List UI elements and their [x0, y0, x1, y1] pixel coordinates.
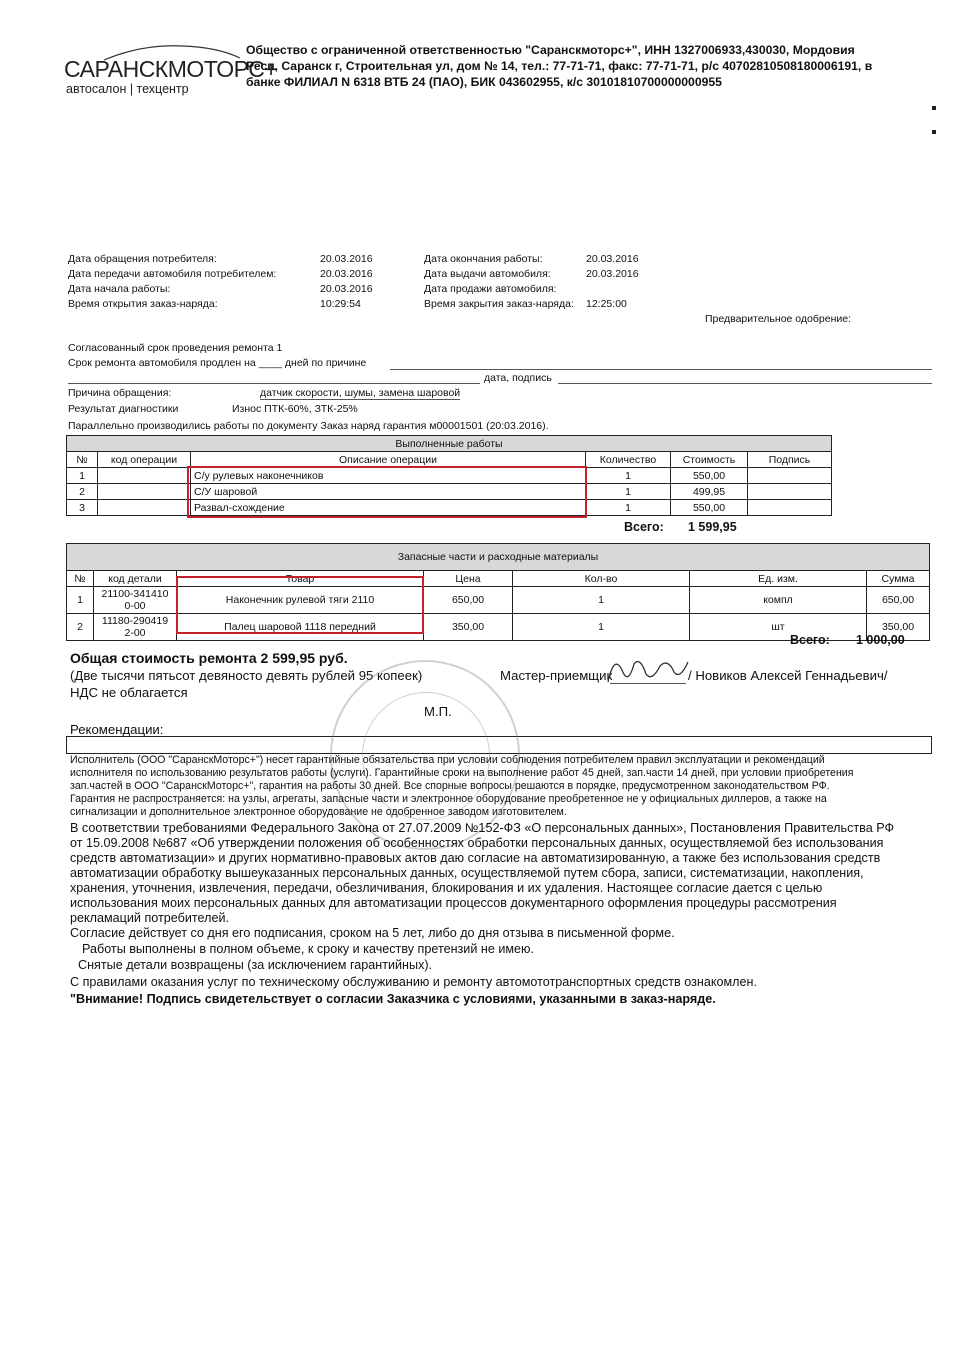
part-code-line: 11180-290419 [101, 615, 169, 627]
date-label: Время закрытия заказ-наряда: [424, 298, 574, 310]
date-label: Дата продажи автомобиля: [424, 283, 557, 295]
work-description: С/у рулевых наконечников [191, 468, 586, 484]
works-header: Количество [586, 452, 671, 468]
consent-line: С правилами оказания услуг по техническому обслуживанию и ремонту автомототранспортных средств ознакомлен. [70, 975, 757, 989]
date-label: Дата окончания работы: [424, 253, 543, 265]
work-sign [748, 484, 832, 500]
work-description: С/У шаровой [191, 484, 586, 500]
part-qty: 1 [513, 587, 690, 614]
parts-total-value: 1 000,00 [856, 633, 905, 647]
date-value: 10:29:54 [320, 298, 361, 310]
legal-line: Гарантия не распространяется: на узлы, агрегаты, запасные части и электронное оборудование преобретенное не у официальных диллеров, а также на [70, 793, 827, 805]
works-highlight-box [187, 466, 587, 518]
consent-line: В соответствии требованиями Федерального Закона от 27.07.2009 №152-ФЗ «О персональных данных», Постановления Правительства РФ [70, 821, 895, 835]
parts-header: № [67, 571, 94, 587]
agreed-term: Согласованный срок проведения ремонта 1 [68, 342, 283, 354]
parts-highlight-box [176, 576, 424, 634]
diag-label: Результат диагностики [68, 403, 179, 415]
parts-header: Сумма [867, 571, 930, 587]
company-line-3: банке ФИЛИАЛ N 6318 ВТБ 24 (ПАО), БИК 043602955, к/с 30101810700000000955 [246, 75, 722, 89]
logo-main-text: САРАНСКМОТОРС+ [64, 56, 278, 82]
work-sign [748, 500, 832, 516]
consent-line: Снятые детали возвращены (за исключением гарантийных). [78, 958, 433, 972]
extended-term: Срок ремонта автомобиля продлен на ____ дней по причине [68, 357, 367, 369]
parts-header: Цена [424, 571, 513, 587]
company-logo [64, 42, 278, 98]
stamp-place: М.П. [424, 704, 452, 719]
consent-line: средств автоматизации» и других нормативно-правовых актов даю согласие на автоматизированную, а также без использования средств [70, 851, 881, 865]
work-qty: 1 [586, 484, 671, 500]
part-code [94, 587, 177, 614]
date-label: Время открытия заказ-наряда: [68, 298, 218, 310]
date-value: 12:25:00 [586, 298, 627, 310]
part-unit: шт [690, 614, 867, 641]
consent-warning: "Внимание! Подпись свидетельствует о согласии Заказчика с условиями, указанными в заказ-наряде. [70, 992, 716, 1006]
part-item: Наконечник рулевой тяги 2110 [177, 587, 424, 614]
logo-sub-text: автосалон | техцентр [66, 82, 189, 96]
work-cost: 550,00 [671, 468, 748, 484]
works-header: Подпись [748, 452, 832, 468]
repair-total: Общая стоимость ремонта 2 599,95 руб. [70, 650, 348, 666]
date-label: Дата передачи автомобиля потребителем: [68, 268, 277, 280]
work-number: 3 [67, 500, 98, 516]
works-caption: Выполненные работы [67, 436, 832, 452]
approval-label: Предварительное одобрение: [705, 313, 851, 325]
reason-label: Причина обращения: [68, 387, 172, 399]
date-label: Дата начала работы: [68, 283, 171, 295]
parts-total-label: Всего: [790, 633, 830, 647]
part-price: 650,00 [424, 587, 513, 614]
company-line-1: Общество с ограниченной ответственностью "Саранскмоторс+", ИНН 1327006933,430030, Мордовия [246, 43, 855, 57]
part-qty: 1 [513, 614, 690, 641]
work-code [98, 468, 191, 484]
works-total-value: 1 599,95 [688, 520, 737, 534]
reason-line [390, 369, 932, 370]
works-header: код операции [98, 452, 191, 468]
date-label: Дата обращения потребителя: [68, 253, 217, 265]
work-qty: 1 [586, 500, 671, 516]
recommend-label: Рекомендации: [70, 722, 164, 737]
work-number: 2 [67, 484, 98, 500]
date-value: 20.03.2016 [320, 268, 373, 280]
date-value: 20.03.2016 [586, 268, 639, 280]
legal-line: Исполнитель (ООО "СаранскМоторс+") несет гарантийные обязательства при условии соблюдения потребителем правил эксплуатации и рекомендаций [70, 754, 825, 766]
date-value: 20.03.2016 [586, 253, 639, 265]
recommend-box [66, 736, 932, 754]
date-sign-label: дата, подпись [484, 372, 552, 384]
works-header: Описание операции [191, 452, 586, 468]
work-cost: 550,00 [671, 500, 748, 516]
consent-line: Работы выполнены в полном объеме, к сроку и качеству претензий не имею. [82, 942, 534, 956]
date-value: 20.03.2016 [320, 283, 373, 295]
consent-line: рекламаций потребителей. [70, 911, 229, 925]
signature-image [600, 652, 690, 692]
total-in-words: (Две тысячи пятьсот девяносто девять рублей 95 копеек) [70, 668, 423, 683]
part-code-line: 21100-341410 [101, 588, 169, 600]
reason-line [68, 383, 480, 384]
part-sum: 350,00 [867, 614, 930, 641]
sign-line [558, 383, 932, 384]
consent-line: использования моих персональных данных для автоматизации процессов документарного оформления процедуры рассмотрения [70, 896, 837, 910]
consent-line: автоматизации обработку вышеуказанных персональных данных, осуществляемой путем сбора, записи, систематизации, накопления, [70, 866, 864, 880]
part-price: 350,00 [424, 614, 513, 641]
parts-header: код детали [94, 571, 177, 587]
scan-mark [932, 106, 936, 110]
part-code-line: 0-00 [124, 600, 146, 612]
diag-value: Износ ПТК-60%, ЗТК-25% [232, 403, 358, 415]
reason-value: датчик скорости, шумы, замена шаровой [260, 387, 461, 399]
consent-line: от 15.09.2008 №687 «Об утверждении положения об особенностях обработки персональных данных, осуществляемой без использования [70, 836, 884, 850]
legal-line: зап.частей в ООО "СаранскМоторс+", гарантия на работы 30 дней. Все спорные вопросы решаются в порядке, предусмотренном законодательством РФ. [70, 780, 830, 792]
legal-line: исполнителя по использованию результатов работы (услуги). Гарантийные сроки на выполнение работ 45 дней, зап.части 14 дней, при условии приобретения [70, 767, 854, 779]
work-cost: 499,95 [671, 484, 748, 500]
part-sum: 650,00 [867, 587, 930, 614]
consent-line: хранения, уточнения, извлечения, передачи, обезличивания, блокирования и их удаления. Настоящее согласие дается с целью [70, 881, 823, 895]
reason-underline [260, 399, 460, 400]
part-unit: компл [690, 587, 867, 614]
part-code [94, 614, 177, 641]
part-item: Палец шаровой 1118 передний [177, 614, 424, 641]
legal-line: сигнализации и дополнительное электронное оборудование не одобренное заводом изготовителем. [70, 806, 567, 818]
work-number: 1 [67, 468, 98, 484]
parts-header: Ед. изм. [690, 571, 867, 587]
work-qty: 1 [586, 468, 671, 484]
part-number: 2 [67, 614, 94, 641]
parallel-note: Параллельно производились работы по документу Заказ наряд гарантия м00001501 (20:03.2016). [68, 420, 549, 432]
work-code [98, 500, 191, 516]
master-label: Мастер-приемщик [500, 668, 613, 683]
consent-line: Согласие действует со дня его подписания, сроком на 5 лет, либо до дня отзыва в письменной форме. [70, 926, 675, 940]
works-header: № [67, 452, 98, 468]
date-label: Дата выдачи автомобиля: [424, 268, 551, 280]
work-code [98, 484, 191, 500]
date-value: 20.03.2016 [320, 253, 373, 265]
works-total-label: Всего: [624, 520, 664, 534]
master-name: / Новиков Алексей Геннадьевич/ [688, 668, 888, 683]
company-line-2: Респ, Саранск г, Строительная ул, дом № 14, тел.: 77-71-71, факс: 77-71-71, р/с 40702810508180006191, в [246, 59, 873, 73]
work-sign [748, 468, 832, 484]
works-header: Стоимость [671, 452, 748, 468]
vat-note: НДС не облагается [70, 685, 188, 700]
parts-header: Кол-во [513, 571, 690, 587]
part-code-line: 2-00 [124, 627, 146, 639]
parts-header: Товар [177, 571, 424, 587]
scan-mark [932, 130, 936, 134]
part-number: 1 [67, 587, 94, 614]
work-description: Развал-схождение [191, 500, 586, 516]
parts-caption: Запасные части и расходные материалы [67, 544, 930, 571]
